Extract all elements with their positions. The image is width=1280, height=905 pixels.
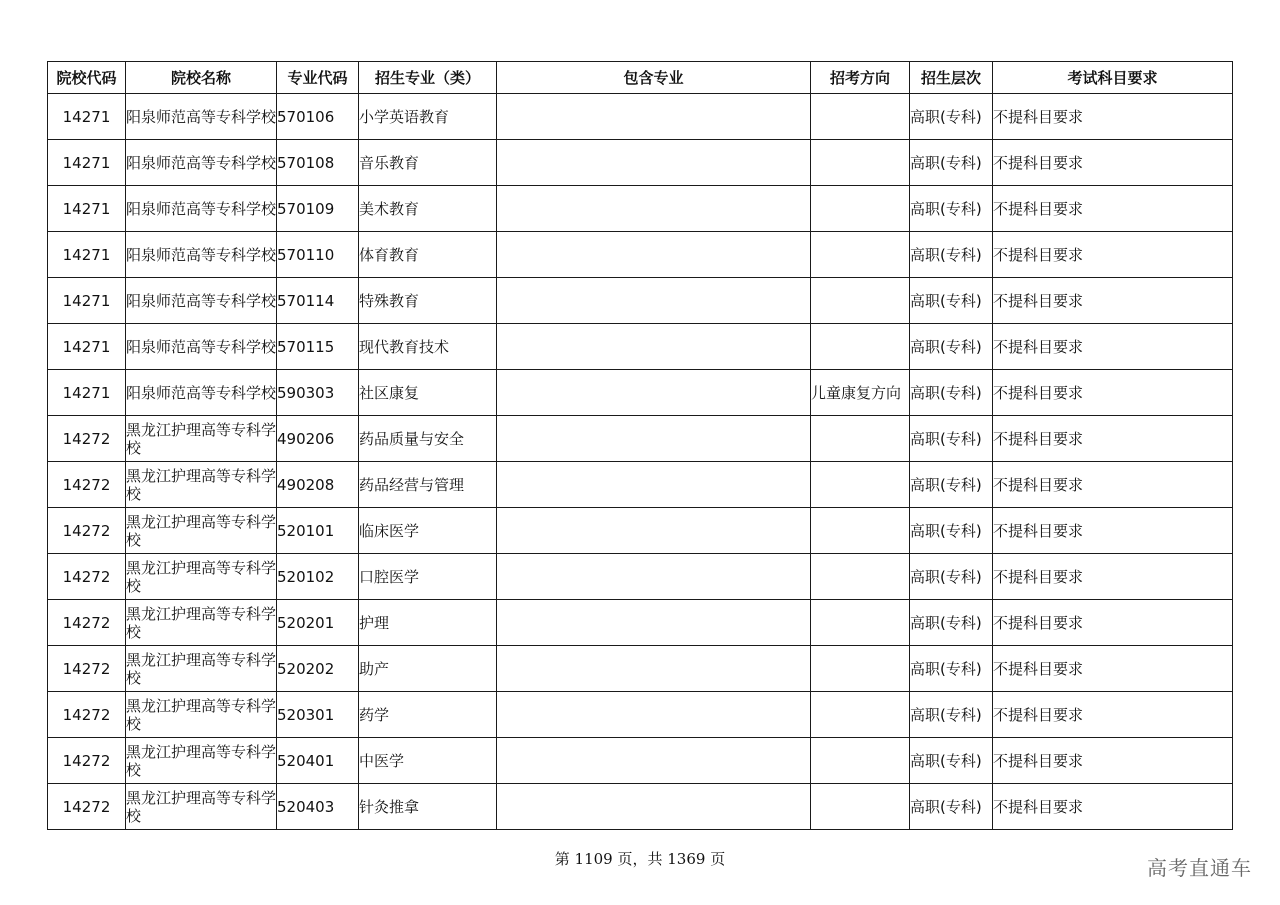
cell-level: 高职(专科) <box>910 508 993 554</box>
cell-direction <box>811 186 910 232</box>
page-number: 第 1109 页，共 1369 页 <box>554 850 726 868</box>
watermark: 高考直通车 <box>1147 856 1252 880</box>
cell-major: 小学英语教育 <box>359 94 497 140</box>
table-row <box>48 186 1233 232</box>
cell-direction <box>811 232 910 278</box>
cell-major-code: 520101 <box>277 508 359 554</box>
cell-major-code: 520201 <box>277 600 359 646</box>
cell-requirement: 不提科目要求 <box>993 646 1233 692</box>
cell-school-name: 阳泉师范高等专科学校 <box>126 278 277 324</box>
cell-school-name: 阳泉师范高等专科学校 <box>126 370 277 416</box>
cell-school-code: 14271 <box>48 278 126 324</box>
table-row <box>48 278 1233 324</box>
cell-major-code: 570110 <box>277 232 359 278</box>
table-row <box>48 508 1233 554</box>
table-row <box>48 646 1233 692</box>
cell-major: 药品经营与管理 <box>359 462 497 508</box>
cell-requirement: 不提科目要求 <box>993 692 1233 738</box>
cell-requirement: 不提科目要求 <box>993 232 1233 278</box>
cell-major: 中医学 <box>359 738 497 784</box>
cell-direction: 儿童康复方向 <box>811 370 910 416</box>
cell-level: 高职(专科) <box>910 416 993 462</box>
cell-requirement: 不提科目要求 <box>993 508 1233 554</box>
cell-school-name: 阳泉师范高等专科学校 <box>126 140 277 186</box>
cell-major-code: 520102 <box>277 554 359 600</box>
cell-school-name: 阳泉师范高等专科学校 <box>126 94 277 140</box>
cell-direction <box>811 600 910 646</box>
cell-school-code: 14272 <box>48 692 126 738</box>
cell-level: 高职(专科) <box>910 140 993 186</box>
cell-school-code: 14272 <box>48 600 126 646</box>
cell-major-code: 520401 <box>277 738 359 784</box>
cell-school-name: 黑龙江护理高等专科学校 <box>126 646 277 692</box>
cell-level: 高职(专科) <box>910 784 993 830</box>
cell-major: 药学 <box>359 692 497 738</box>
header-major: 招生专业（类） <box>359 62 497 94</box>
cell-included-majors <box>497 370 811 416</box>
cell-major-code: 570114 <box>277 278 359 324</box>
cell-school-code: 14271 <box>48 324 126 370</box>
cell-included-majors <box>497 94 811 140</box>
cell-direction <box>811 646 910 692</box>
cell-level: 高职(专科) <box>910 324 993 370</box>
table-row <box>48 462 1233 508</box>
cell-school-code: 14271 <box>48 232 126 278</box>
cell-major-code: 590303 <box>277 370 359 416</box>
cell-major-code: 520403 <box>277 784 359 830</box>
cell-direction <box>811 94 910 140</box>
cell-major: 美术教育 <box>359 186 497 232</box>
cell-school-code: 14271 <box>48 186 126 232</box>
cell-school-code: 14272 <box>48 554 126 600</box>
cell-direction <box>811 508 910 554</box>
header-school-name: 院校名称 <box>126 62 277 94</box>
cell-school-code: 14271 <box>48 140 126 186</box>
cell-school-name: 黑龙江护理高等专科学校 <box>126 508 277 554</box>
cell-included-majors <box>497 784 811 830</box>
cell-level: 高职(专科) <box>910 94 993 140</box>
header-included-majors: 包含专业 <box>497 62 811 94</box>
cell-school-code: 14272 <box>48 508 126 554</box>
cell-major-code: 490206 <box>277 416 359 462</box>
cell-major: 临床医学 <box>359 508 497 554</box>
cell-included-majors <box>497 646 811 692</box>
cell-major: 音乐教育 <box>359 140 497 186</box>
table-row <box>48 738 1233 784</box>
cell-level: 高职(专科) <box>910 646 993 692</box>
cell-included-majors <box>497 738 811 784</box>
table-row <box>48 232 1233 278</box>
header-requirement: 考试科目要求 <box>993 62 1233 94</box>
cell-major-code: 520301 <box>277 692 359 738</box>
cell-school-name: 阳泉师范高等专科学校 <box>126 186 277 232</box>
cell-major: 社区康复 <box>359 370 497 416</box>
cell-requirement: 不提科目要求 <box>993 416 1233 462</box>
cell-school-name: 黑龙江护理高等专科学校 <box>126 416 277 462</box>
cell-direction <box>811 554 910 600</box>
table-row <box>48 784 1233 830</box>
table-row <box>48 554 1233 600</box>
cell-school-code: 14272 <box>48 646 126 692</box>
cell-school-name: 黑龙江护理高等专科学校 <box>126 462 277 508</box>
header-school-code: 院校代码 <box>48 62 126 94</box>
cell-requirement: 不提科目要求 <box>993 462 1233 508</box>
cell-school-name: 黑龙江护理高等专科学校 <box>126 692 277 738</box>
cell-direction <box>811 324 910 370</box>
header-major-code: 专业代码 <box>277 62 359 94</box>
table-header <box>48 62 1233 94</box>
cell-requirement: 不提科目要求 <box>993 554 1233 600</box>
cell-requirement: 不提科目要求 <box>993 278 1233 324</box>
cell-level: 高职(专科) <box>910 186 993 232</box>
cell-major-code: 520202 <box>277 646 359 692</box>
cell-requirement: 不提科目要求 <box>993 784 1233 830</box>
cell-major-code: 570115 <box>277 324 359 370</box>
cell-school-name: 阳泉师范高等专科学校 <box>126 232 277 278</box>
cell-included-majors <box>497 600 811 646</box>
cell-level: 高职(专科) <box>910 462 993 508</box>
cell-major: 体育教育 <box>359 232 497 278</box>
cell-major: 特殊教育 <box>359 278 497 324</box>
cell-direction <box>811 692 910 738</box>
table-row <box>48 140 1233 186</box>
cell-included-majors <box>497 554 811 600</box>
cell-included-majors <box>497 232 811 278</box>
cell-level: 高职(专科) <box>910 278 993 324</box>
table-row <box>48 416 1233 462</box>
cell-direction <box>811 462 910 508</box>
cell-school-name: 阳泉师范高等专科学校 <box>126 324 277 370</box>
cell-included-majors <box>497 508 811 554</box>
cell-requirement: 不提科目要求 <box>993 600 1233 646</box>
cell-level: 高职(专科) <box>910 370 993 416</box>
table-row <box>48 370 1233 416</box>
cell-school-name: 黑龙江护理高等专科学校 <box>126 738 277 784</box>
cell-school-name: 黑龙江护理高等专科学校 <box>126 554 277 600</box>
cell-school-name: 黑龙江护理高等专科学校 <box>126 600 277 646</box>
cell-school-code: 14272 <box>48 416 126 462</box>
cell-major: 助产 <box>359 646 497 692</box>
cell-requirement: 不提科目要求 <box>993 140 1233 186</box>
cell-direction <box>811 278 910 324</box>
cell-requirement: 不提科目要求 <box>993 370 1233 416</box>
cell-major-code: 490208 <box>277 462 359 508</box>
table-row <box>48 94 1233 140</box>
cell-school-code: 14271 <box>48 370 126 416</box>
table-row <box>48 600 1233 646</box>
cell-direction <box>811 738 910 784</box>
cell-direction <box>811 416 910 462</box>
cell-level: 高职(专科) <box>910 554 993 600</box>
header-direction: 招考方向 <box>811 62 910 94</box>
cell-included-majors <box>497 324 811 370</box>
cell-major: 口腔医学 <box>359 554 497 600</box>
cell-included-majors <box>497 692 811 738</box>
cell-included-majors <box>497 140 811 186</box>
header-level: 招生层次 <box>910 62 993 94</box>
cell-requirement: 不提科目要求 <box>993 324 1233 370</box>
cell-level: 高职(专科) <box>910 600 993 646</box>
cell-major-code: 570106 <box>277 94 359 140</box>
cell-requirement: 不提科目要求 <box>993 94 1233 140</box>
table-row <box>48 324 1233 370</box>
cell-school-code: 14272 <box>48 738 126 784</box>
cell-school-name: 黑龙江护理高等专科学校 <box>126 784 277 830</box>
cell-major: 针灸推拿 <box>359 784 497 830</box>
cell-included-majors <box>497 186 811 232</box>
cell-included-majors <box>497 278 811 324</box>
cell-school-code: 14272 <box>48 462 126 508</box>
cell-direction <box>811 784 910 830</box>
cell-major: 护理 <box>359 600 497 646</box>
cell-requirement: 不提科目要求 <box>993 186 1233 232</box>
table-body <box>48 94 1233 830</box>
cell-level: 高职(专科) <box>910 692 993 738</box>
cell-major-code: 570109 <box>277 186 359 232</box>
cell-included-majors <box>497 462 811 508</box>
cell-direction <box>811 140 910 186</box>
enrollment-table <box>47 61 1233 830</box>
cell-requirement: 不提科目要求 <box>993 738 1233 784</box>
cell-included-majors <box>497 416 811 462</box>
cell-major: 药品质量与安全 <box>359 416 497 462</box>
cell-major-code: 570108 <box>277 140 359 186</box>
cell-major: 现代教育技术 <box>359 324 497 370</box>
table-row <box>48 692 1233 738</box>
cell-school-code: 14272 <box>48 784 126 830</box>
cell-level: 高职(专科) <box>910 738 993 784</box>
cell-school-code: 14271 <box>48 94 126 140</box>
cell-level: 高职(专科) <box>910 232 993 278</box>
